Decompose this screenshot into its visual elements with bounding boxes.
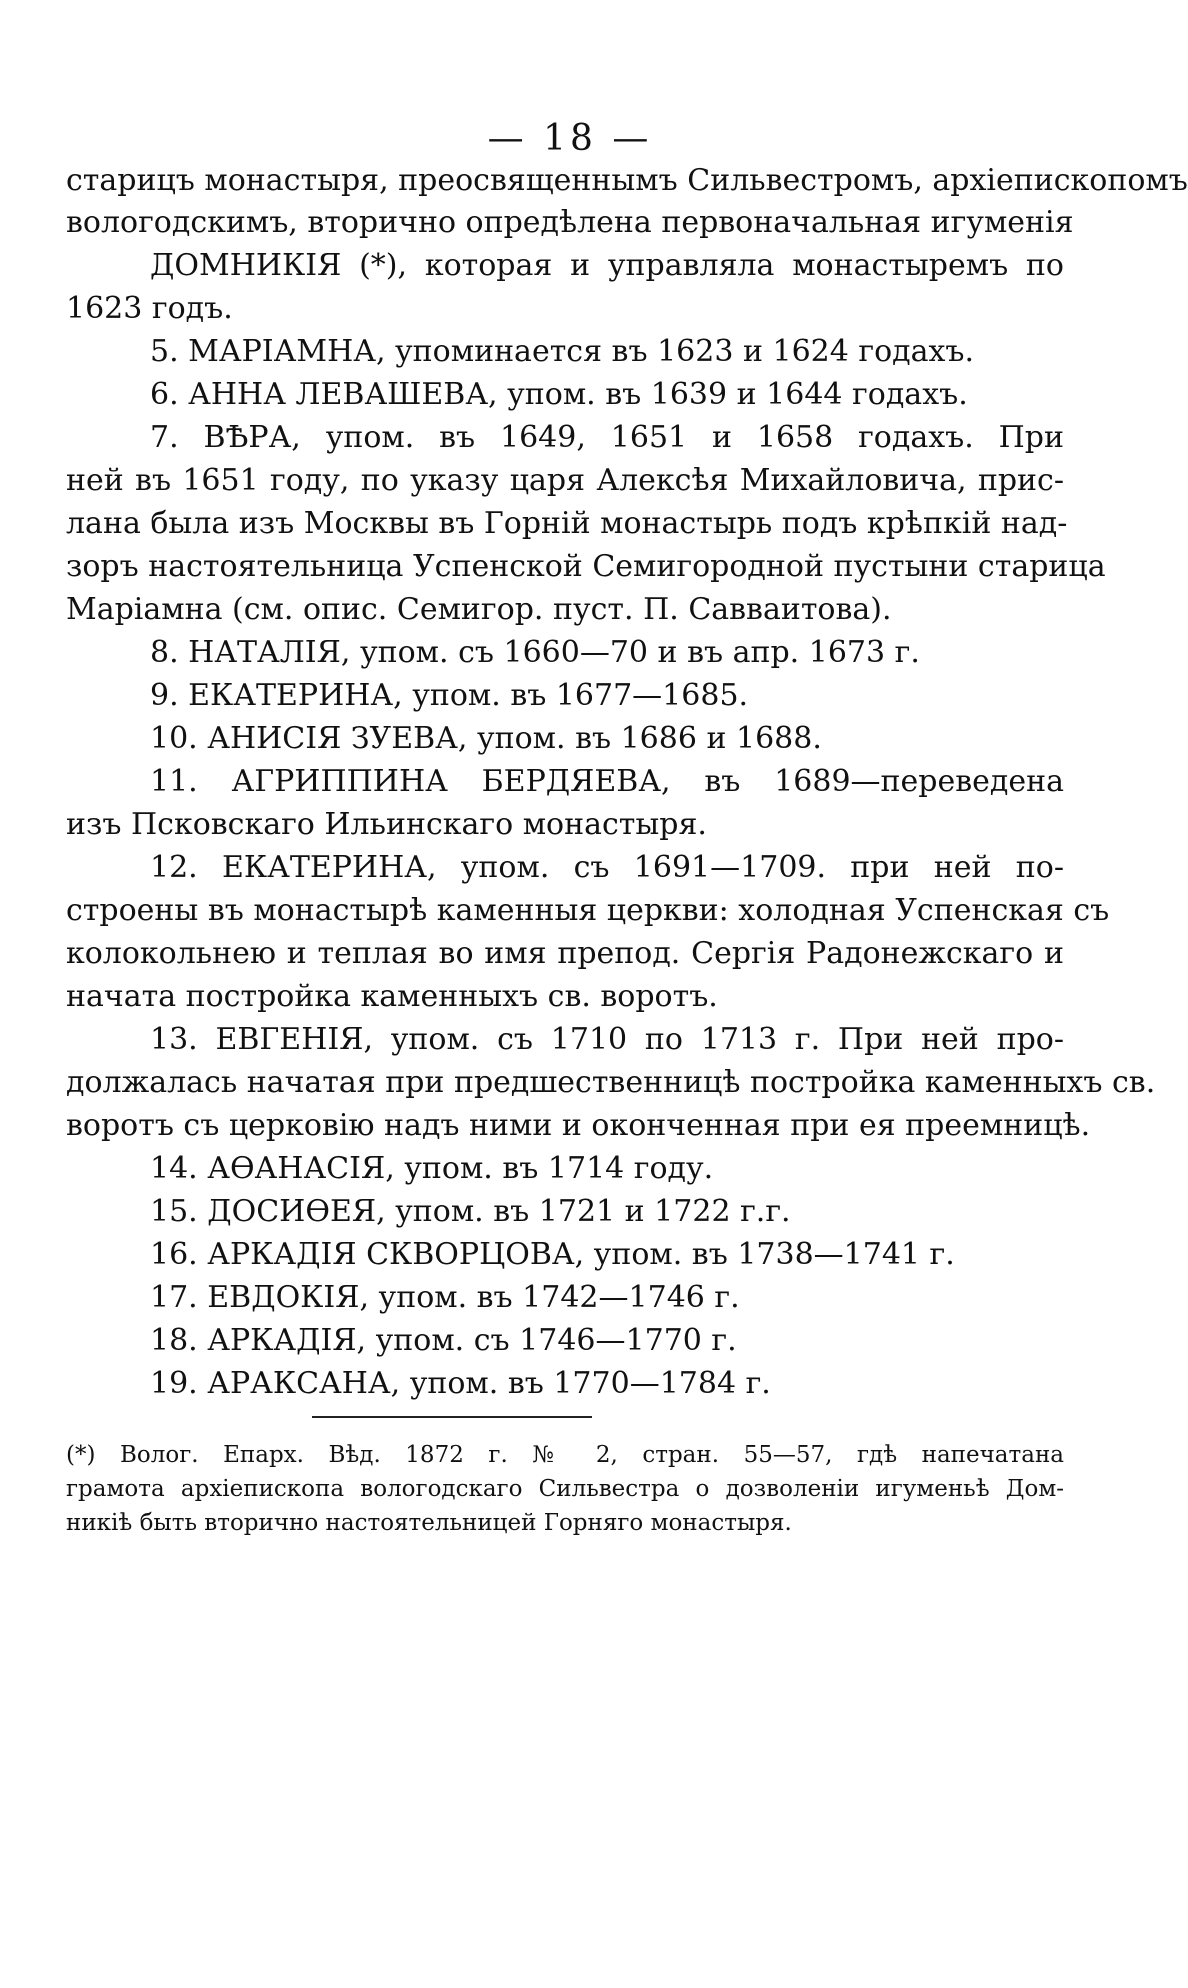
list-item: 5. МАРІАМНА, упоминается въ 1623 и 1624 годахъ. — [150, 334, 975, 369]
list-item: 7. ВѢРА, упом. въ 1649, 1651 и 1658 годахъ. При — [150, 420, 1064, 455]
text-line: ДОМНИКІЯ (*), которая и управляла монастыремъ по — [150, 248, 1064, 283]
text-line: Маріамна (см. опис. Семигор. пуст. П. Савваитова). — [66, 592, 892, 627]
list-item: 19. АРАКСАНА, упом. въ 1770—1784 г. — [150, 1366, 771, 1401]
page-number: — 18 — — [487, 118, 653, 159]
text-line: начата постройка каменныхъ св. воротъ. — [66, 979, 718, 1014]
text-line: лана была изъ Москвы въ Горній монастырь подъ крѣпкій над- — [66, 506, 1068, 541]
list-item: 18. АРКАДІЯ, упом. съ 1746—1770 г. — [150, 1323, 737, 1358]
list-item: 14. АѲАНАСІЯ, упом. въ 1714 году. — [150, 1151, 714, 1186]
footnote-line: грамота архіепископа вологодскаго Сильвестра о дозволеніи игуменьѣ Дом- — [66, 1476, 1064, 1502]
text-line: должалась начатая при предшественницѣ постройка каменныхъ св. — [66, 1065, 1156, 1100]
text-line: изъ Псковскаго Ильинскаго монастыря. — [66, 807, 707, 842]
list-item: 13. ЕВГЕНІЯ, упом. съ 1710 по 1713 г. При ней про- — [150, 1022, 1064, 1057]
list-item: 17. ЕВДОКІЯ, упом. въ 1742—1746 г. — [150, 1280, 740, 1315]
footnote-divider — [312, 1416, 592, 1418]
list-item: 12. ЕКАТЕРИНА, упом. съ 1691—1709. при ней по- — [150, 850, 1064, 885]
footnote-line: никіѣ быть вторично настоятельницей Горняго монастыря. — [66, 1510, 792, 1536]
list-item: 16. АРКАДІЯ СКВОРЦОВА, упом. въ 1738—1741 г. — [150, 1237, 955, 1272]
text-line: воротъ съ церковію надъ ними и оконченная при ея преемницѣ. — [66, 1108, 1091, 1143]
text-line: старицъ монастыря, преосвященнымъ Сильвестромъ, архіепископомъ — [66, 163, 1188, 198]
text-line: колокольнею и теплая во имя препод. Сергія Радонежскаго и — [66, 936, 1064, 971]
footnote-line: (*) Волог. Епарх. Вѣд. 1872 г. № 2, стран. 55—57, гдѣ напечатана — [66, 1442, 1064, 1468]
text-line: вологодскимъ, вторично опредѣлена первоначальная игуменія — [66, 205, 1074, 240]
list-item: 10. АНИСІЯ ЗУЕВА, упом. въ 1686 и 1688. — [150, 721, 822, 756]
list-item: 6. АННА ЛЕВАШЕВА, упом. въ 1639 и 1644 годахъ. — [150, 377, 968, 412]
text-line: 1623 годъ. — [66, 291, 233, 326]
list-item: 8. НАТАЛІЯ, упом. съ 1660—70 и въ апр. 1673 г. — [150, 635, 920, 670]
text-line: строены въ монастырѣ каменныя церкви: холодная Успенская съ — [66, 893, 1110, 928]
list-item: 11. АГРИППИНА БЕРДЯЕВА, въ 1689—переведена — [150, 764, 1064, 799]
list-item: 9. ЕКАТЕРИНА, упом. въ 1677—1685. — [150, 678, 749, 713]
text-line: зоръ настоятельница Успенской Семигородной пустыни старица — [66, 549, 1106, 584]
list-item: 15. ДОСИѲЕЯ, упом. въ 1721 и 1722 г.г. — [150, 1194, 791, 1229]
text-line: ней въ 1651 году, по указу царя Алексѣя Михайловича, прис- — [66, 463, 1064, 498]
